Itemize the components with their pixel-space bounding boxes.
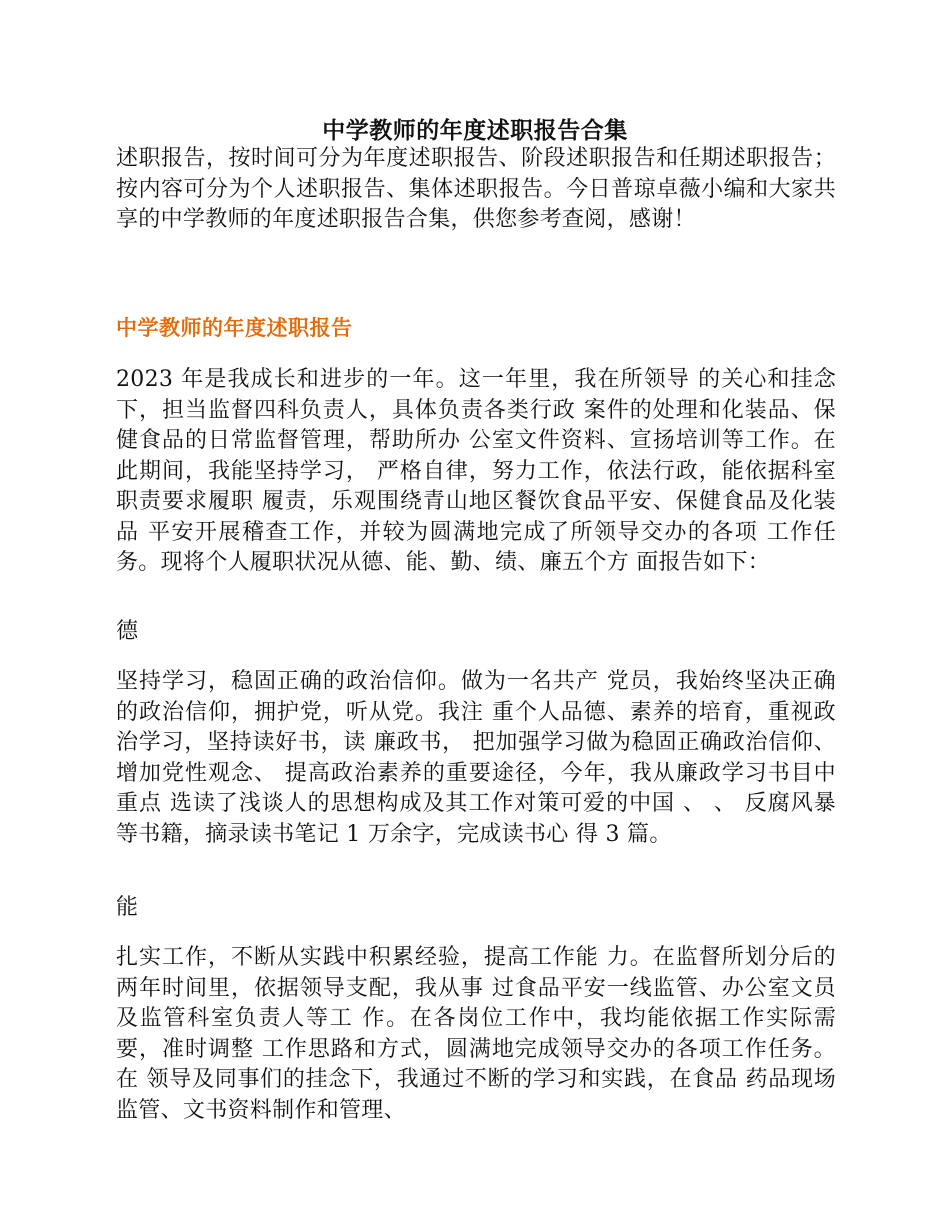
body-paragraph-1: 2023 年是我成长和进步的一年。这一年里，我在所领导 的关心和挂念下，担当监督四科负责人，具体负责各类行政 案件的处理和化装品、保健食品的日常监督管理，帮助所办 公室文件资料、宣扬培训等工作。在此期间，我能坚持学习， 严格自律，努力工作，依法行政，能依据科室职责要求履职 履责，乐观围绕青山地区餐饮食品平安、保健食品及化装品 平安开展稽查工作，并较为圆满地完成了所领导交办的各项 工作任务。现将个人履职状况从德、能、勤、绩、廉五个方 面报告如下：: [116, 367, 836, 575]
section-heading: 中学教师的年度述职报告: [116, 315, 353, 340]
body-paragraph-3: 扎实工作，不断从实践中积累经验，提高工作能 力。在监督所划分后的两年时间里，依据领导支配，我从事 过食品平安一线监管、办公室文员及监管科室负责人等工 作。在各岗位工作中，我均能依据工作实际需要，准时调整 工作思路和方式，圆满地完成领导交办的各项工作任务。在 领导及同事们的挂念下，我通过不断的学习和实践，在食品 药品现场监管、文书资料制作和管理、: [116, 945, 836, 1123]
subsection-label-neng: 能: [116, 895, 139, 920]
document-title: 中学教师的年度述职报告合集: [322, 117, 628, 144]
subsection-label-de: 德: [116, 619, 139, 644]
body-paragraph-2: 坚持学习，稳固正确的政治信仰。做为一名共产 党员，我始终坚决正确的政治信仰，拥护党，听从党。我注 重个人品德、素养的培育，重视政治学习，坚持读好书，读 廉政书， 把加强学习做为稳固正确政治信仰、 增加党性观念、 提高政治素养的重要途径，今年，我从廉政学习书目中重点 选读了浅谈人的思想构成及其工作对策可爱的中国 、 、 反腐风暴等书籍，摘录读书笔记 1 万余字，完成读书心 得 3 篇。: [116, 669, 836, 847]
intro-paragraph: 述职报告，按时间可分为年度述职报告、阶段述职报告和任期述职报告；按内容可分为个人述职报告、集体述职报告。今日普琼卓薇小编和大家共享的中学教师的年度述职报告合集，供您参考查阅，感谢！: [116, 146, 836, 232]
